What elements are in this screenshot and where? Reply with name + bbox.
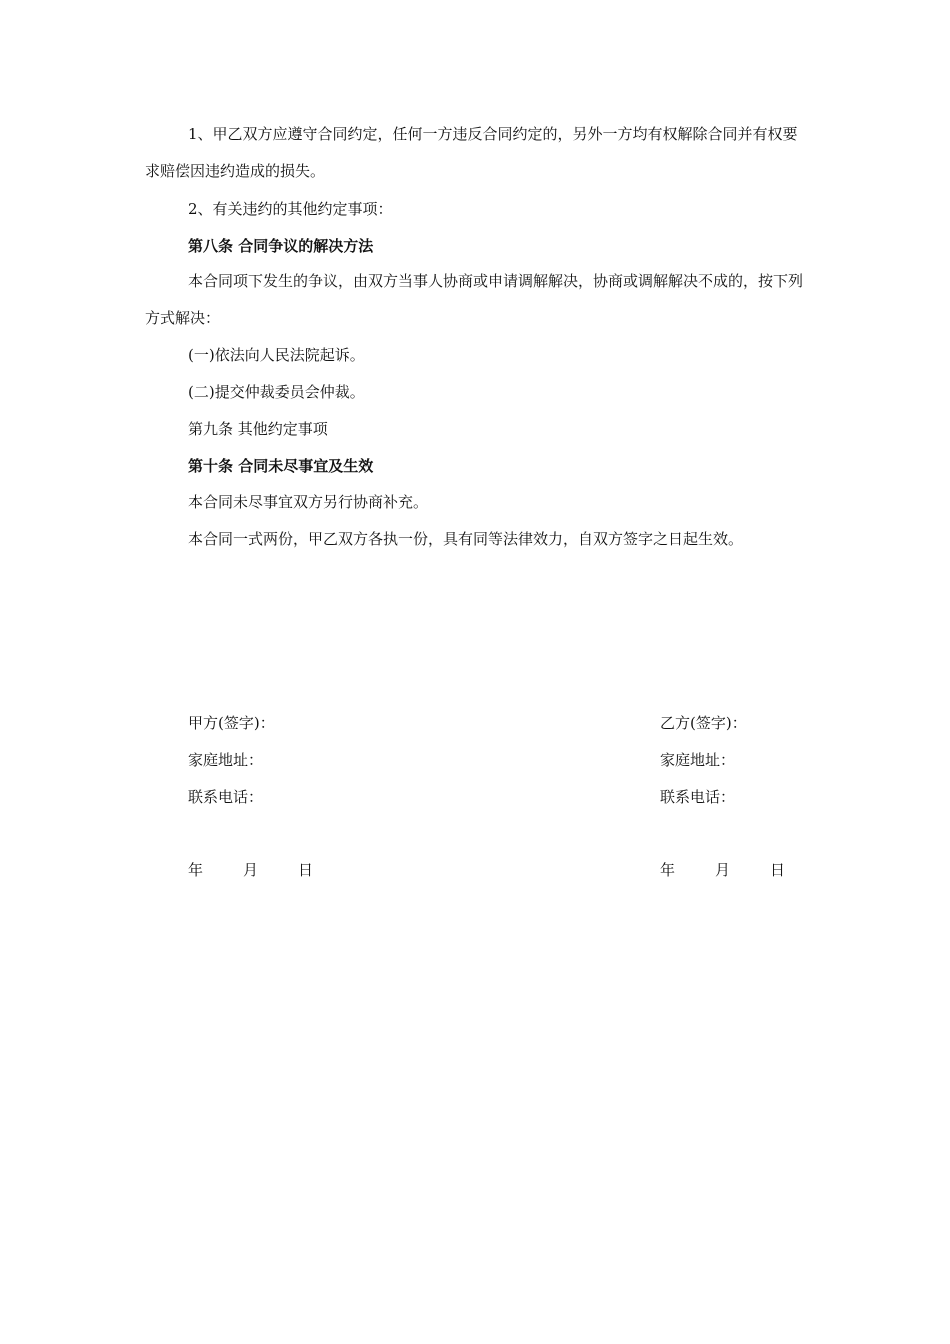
party-b-date [660, 860, 785, 880]
effectiveness-paragraph: 本合同一式两份，甲乙双方各执一份，具有同等法律效力，自双方签字之日起生效。 [188, 530, 744, 548]
party-b-day: 日 [770, 861, 786, 879]
party-a-month: 月 [243, 861, 259, 879]
dispute-paragraph: 本合同项下发生的争议，由双方当事人协商或申请调解解决，协商或调解解决不成的，按下列方式解决： [145, 272, 804, 327]
party-a-phone-label: 联系电话： [188, 788, 264, 806]
party-a-address-label: 家庭地址： [188, 751, 264, 769]
dispute-option-1: (一)依法向人民法院起诉。 [188, 346, 365, 364]
party-a-sign-label: 甲方(签字)： [188, 714, 275, 732]
party-b-year: 年 [660, 861, 676, 879]
article-8-heading: 第八条 合同争议的解决方法 [188, 237, 374, 255]
article-9-heading: 第九条 其他约定事项 [188, 420, 328, 438]
party-b-phone-label: 联系电话： [660, 788, 736, 806]
party-b-month: 月 [715, 861, 731, 879]
party-a-date [188, 860, 313, 880]
party-a-day: 日 [298, 861, 314, 879]
party-b-sign-label: 乙方(签字)： [660, 714, 747, 732]
clause-2-paragraph: 2、有关违约的其他约定事项： [188, 200, 393, 218]
supplement-paragraph: 本合同未尽事宜双方另行协商补充。 [188, 493, 429, 511]
article-10-heading: 第十条 合同未尽事宜及生效 [188, 457, 374, 475]
party-a-year: 年 [188, 861, 204, 879]
party-b-address-label: 家庭地址： [660, 751, 736, 769]
dispute-option-2: (二)提交仲裁委员会仲裁。 [188, 383, 365, 401]
clause-1-paragraph: 1、甲乙双方应遵守合同约定，任何一方违反合同约定的，另外一方均有权解除合同并有权要求赔偿因违约造成的损失。 [145, 125, 798, 180]
